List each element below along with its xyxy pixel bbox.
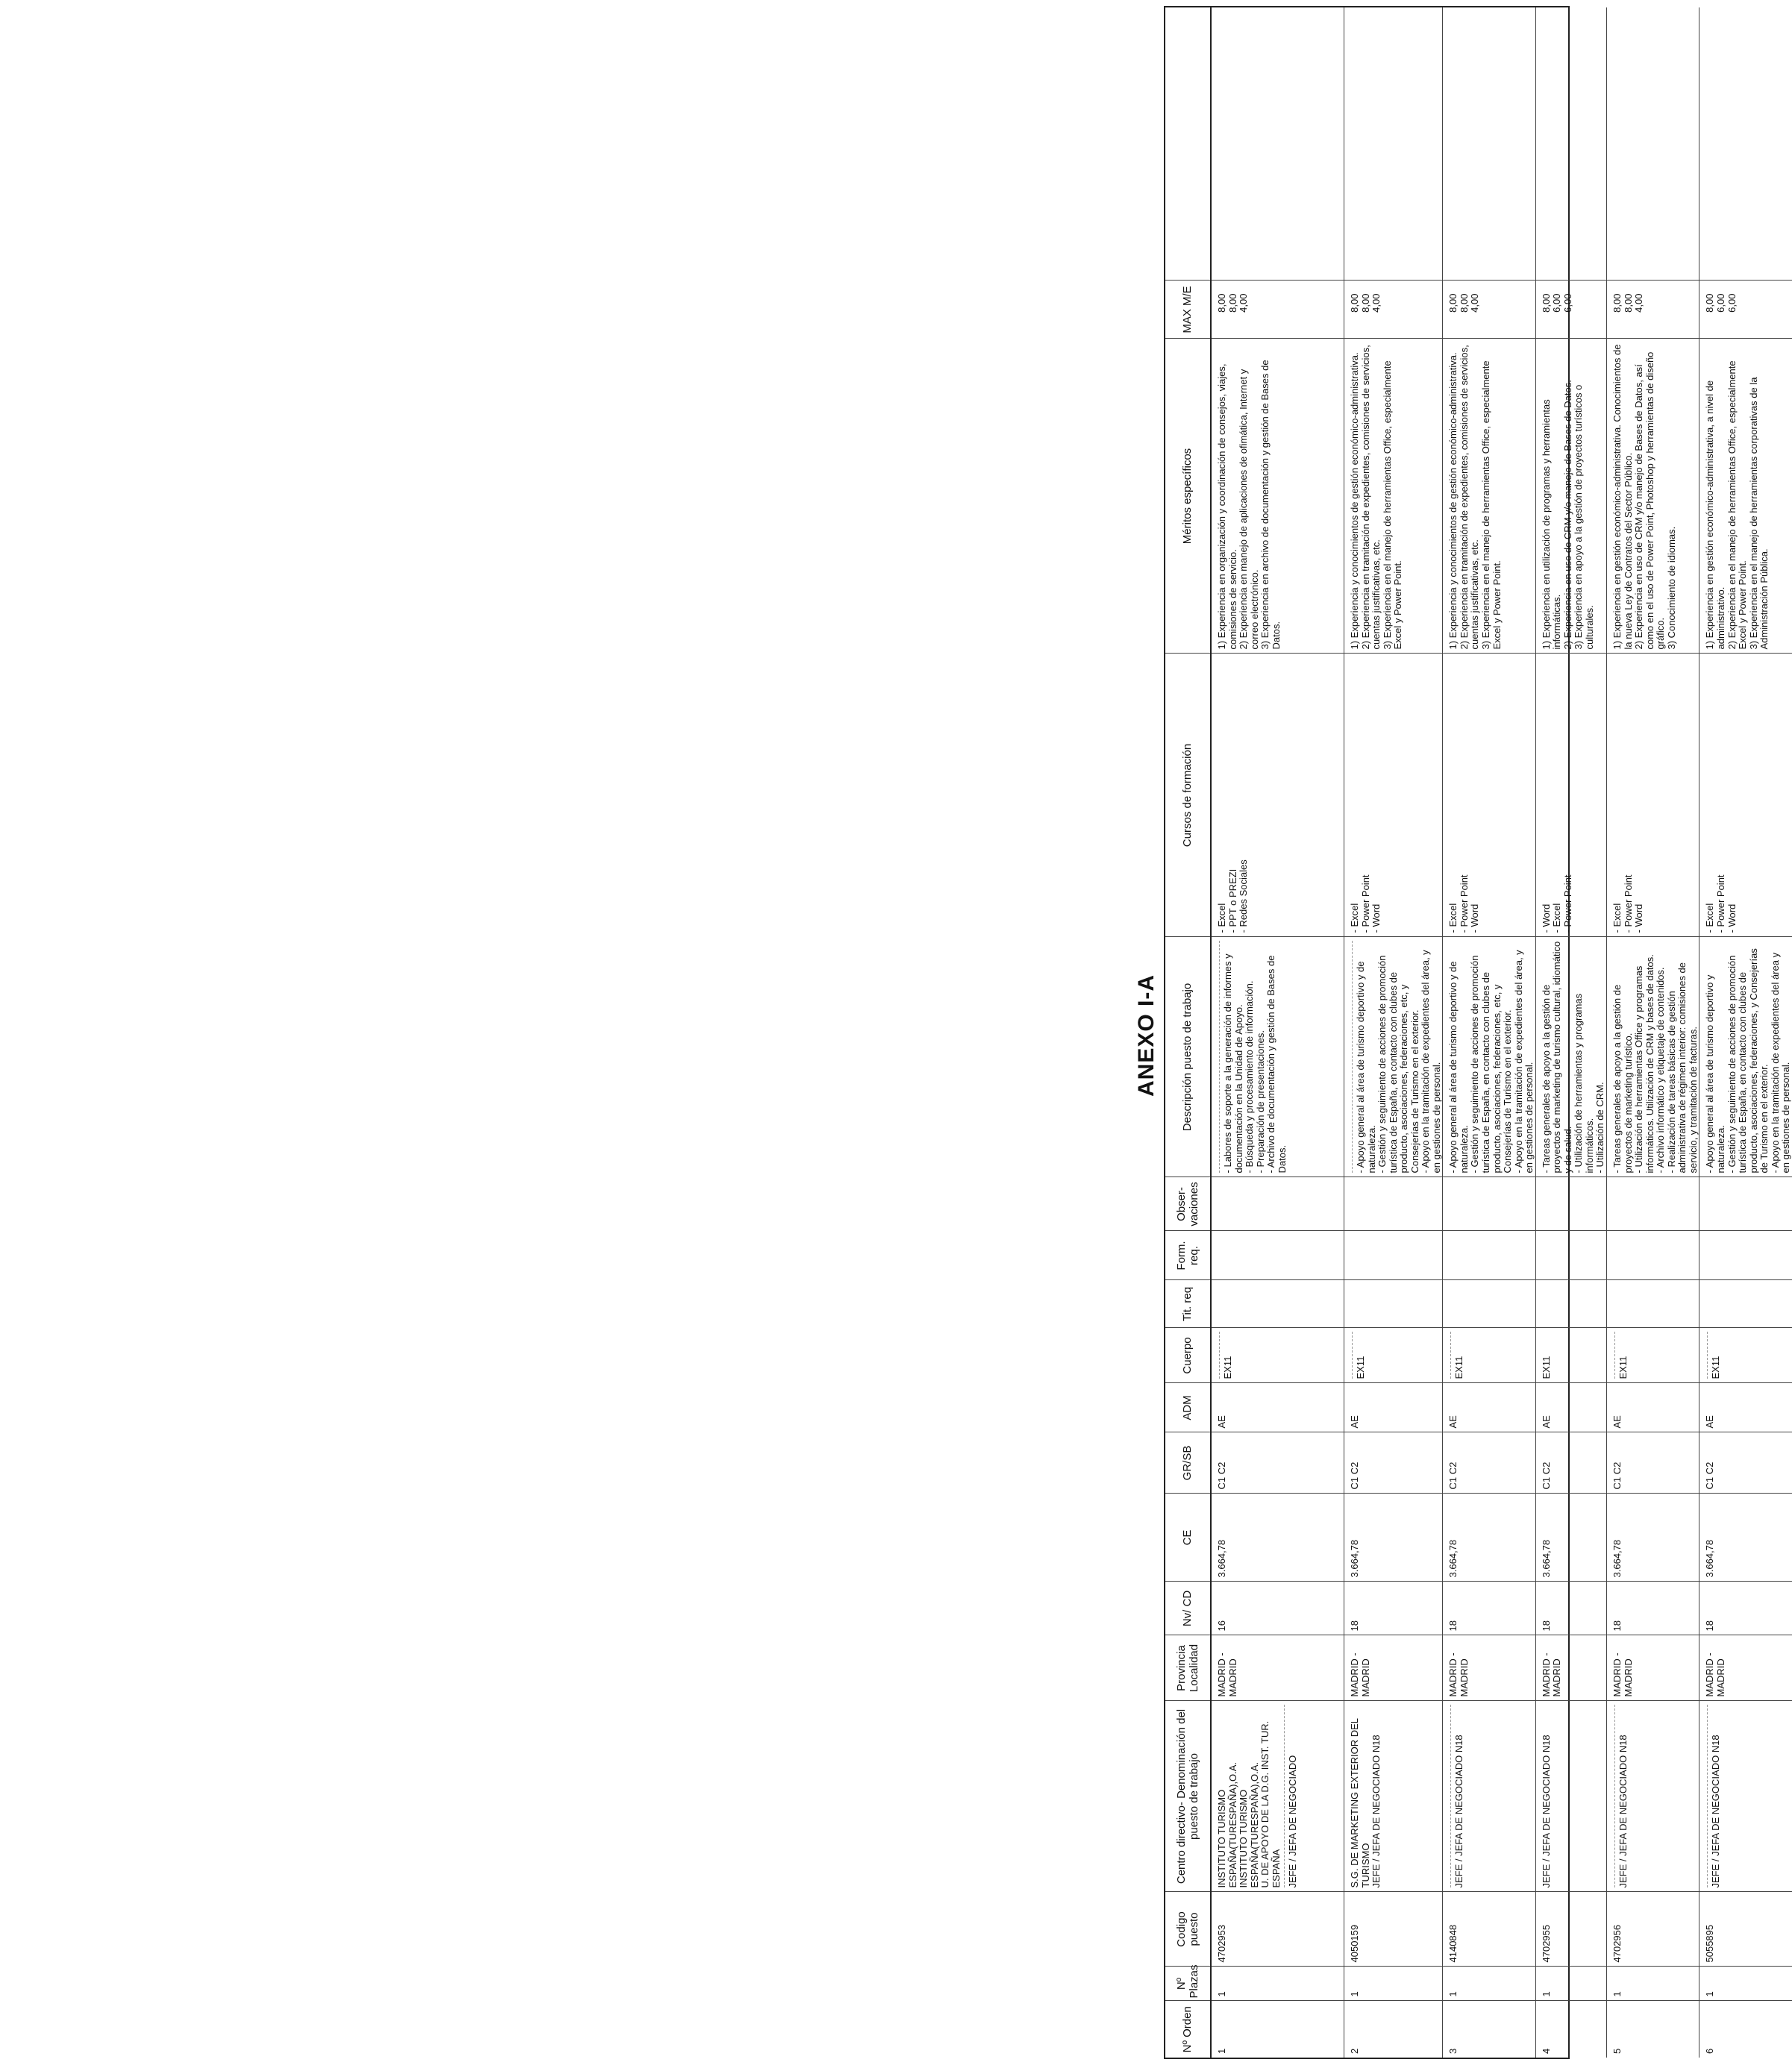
cell-descripcion	[1607, 937, 1699, 1177]
cell-plazas: 1	[1699, 1967, 1792, 2001]
cell-adm: AE	[1211, 1383, 1344, 1432]
cell-tit	[1443, 1280, 1535, 1328]
cell-descripcion	[1344, 937, 1443, 1177]
cell-form	[1699, 1231, 1792, 1280]
cell-tit	[1211, 1280, 1344, 1328]
max-value: 4,00	[1370, 293, 1382, 313]
curso-line: - Word	[1370, 903, 1382, 933]
cell-codigo: 4050159	[1344, 1892, 1443, 1967]
merito-line: 2) Experiencia en uso de CRM y/o manejo de Bases de Datos, así como en el uso de Power Point, Photoshop y herramientas de diseño gráfico.	[1633, 351, 1667, 650]
cell-meritos	[1344, 339, 1443, 654]
cell-meritos	[1211, 339, 1344, 654]
descripcion-line: - Apoyo general al área de turismo deportivo y de naturaleza.	[1355, 961, 1377, 1174]
dashed-divider	[1614, 1332, 1615, 1379]
cell-nv: 18	[1535, 1582, 1606, 1635]
cell-centro	[1211, 1701, 1344, 1892]
cell-gr: C1 C2	[1535, 1432, 1606, 1494]
cell-cursos	[1443, 654, 1535, 937]
max-value: 8,00	[1447, 293, 1459, 313]
cell-meritos	[1535, 339, 1606, 654]
header-cuerpo: Cuerpo	[1165, 1328, 1211, 1383]
curso-line: - Power Point	[1622, 874, 1634, 933]
header-provincia: Provincia Localidad	[1165, 1635, 1211, 1701]
header-centro: Centro directivo- Denominación del puesto de trabajo	[1165, 1701, 1211, 1892]
header-form: Form. req.	[1165, 1231, 1211, 1280]
curso-line: - Power Point	[1561, 874, 1573, 933]
dashed-divider	[1707, 1705, 1708, 1888]
merito-line: 1) Experiencia en gestión económico-administrativa. Conocimientos de la nueva Ley de Contratos del Sector Público.	[1611, 344, 1634, 650]
cell-obs	[1607, 1177, 1699, 1231]
centro-denominacion: JEFE / JEFA DE NEGOCIADO N18	[1710, 1735, 1722, 1888]
merito-line: 2) Experiencia en el manejo de herramientas Office, especialmente Excel y Power Point.	[1726, 360, 1749, 650]
cell-provincia: MADRID - MADRID	[1699, 1635, 1792, 1701]
cell-gr: C1 C2	[1607, 1432, 1699, 1494]
cell-form	[1607, 1231, 1699, 1280]
header-nv: Nv/ CD	[1165, 1582, 1211, 1635]
header-cursos: Cursos de formación	[1165, 654, 1211, 937]
cell-provincia: MADRID - MADRID	[1607, 1635, 1699, 1701]
centro-line: S.G. DE MARKETING EXTERIOR DEL TURISMO	[1349, 1718, 1371, 1888]
cell-codigo: 4140848	[1443, 1892, 1535, 1967]
cell-form	[1443, 1231, 1535, 1280]
cuerpo-value: EX11	[1617, 1356, 1629, 1379]
cell-centro	[1344, 1701, 1443, 1892]
cell-cuerpo	[1443, 1328, 1535, 1383]
cell-max	[1443, 281, 1535, 339]
cell-obs	[1535, 1177, 1606, 1231]
table-row	[1344, 7, 1443, 2058]
curso-line: - Power Point	[1359, 874, 1371, 933]
cell-cursos	[1344, 654, 1443, 937]
table-row	[1699, 7, 1792, 2058]
cell-provincia: MADRID - MADRID	[1443, 1635, 1535, 1701]
cell-max	[1211, 281, 1344, 339]
table-body	[1211, 7, 1792, 2058]
cell-cuerpo	[1607, 1328, 1699, 1383]
cell-ce: 3.664,78	[1344, 1494, 1443, 1582]
max-value: 4,00	[1633, 293, 1645, 313]
cell-centro	[1535, 1701, 1606, 1892]
cell-cursos	[1535, 654, 1606, 937]
dashed-divider	[1450, 1332, 1451, 1379]
header-max: MAX M/E	[1165, 281, 1211, 339]
curso-line: - Power Point	[1458, 874, 1470, 933]
descripcion-line: - Apoyo en la tramitación de expedientes del área, y en gestiones de personal.	[1420, 950, 1442, 1174]
header-adm: ADM	[1165, 1383, 1211, 1432]
max-value: 8,00	[1226, 293, 1238, 313]
cell-orden: 4	[1535, 2001, 1606, 2058]
cell-cursos	[1211, 654, 1344, 937]
curso-line: - Word	[1633, 903, 1645, 933]
header-tit: Tit. req	[1165, 1280, 1211, 1328]
cell-codigo: 4702955	[1535, 1892, 1606, 1967]
max-value: 6,00	[1551, 293, 1563, 313]
cell-meritos	[1699, 339, 1792, 654]
curso-line: - Redes Sociales	[1238, 859, 1250, 933]
cuerpo-value: EX11	[1355, 1356, 1366, 1379]
cell-blank	[1535, 7, 1606, 281]
cell-ce: 3.664,78	[1699, 1494, 1792, 1582]
table-row	[1443, 7, 1535, 2058]
dashed-divider	[1219, 941, 1220, 1174]
cell-gr: C1 C2	[1443, 1432, 1535, 1494]
cell-descripcion	[1443, 937, 1535, 1177]
cell-cuerpo	[1211, 1328, 1344, 1383]
max-value: 8,00	[1622, 293, 1634, 313]
descripcion-line: - Utilización de CRM.	[1594, 1082, 1606, 1174]
cell-form	[1211, 1231, 1344, 1280]
merito-line: 1) Experiencia en utilización de programas y herramientas informáticas.	[1540, 399, 1563, 650]
dashed-divider	[1450, 1705, 1451, 1888]
cell-provincia: MADRID - MADRID	[1211, 1635, 1344, 1701]
cell-orden: 6	[1699, 2001, 1792, 2058]
cell-gr: C1 C2	[1211, 1432, 1344, 1494]
max-value: 4,00	[1238, 293, 1250, 313]
cell-nv: 18	[1699, 1582, 1792, 1635]
descripcion-line: - Archivo informático y etiquetaje de contenidos.	[1655, 967, 1667, 1174]
merito-line: 2) Experiencia en tramitación de expedientes, comisiones de servicios, cuentas justificativas, etc.	[1359, 345, 1382, 650]
cell-meritos	[1607, 339, 1699, 654]
cell-obs	[1443, 1177, 1535, 1231]
descripcion-line: - Búsqueda y procesamiento de información.	[1244, 980, 1256, 1174]
cell-provincia: MADRID - MADRID	[1535, 1635, 1606, 1701]
cell-blank	[1211, 7, 1344, 281]
cell-form	[1344, 1231, 1443, 1280]
merito-line: 1) Experiencia en organización y coordinación de consejos, viajes, comisiones de servicio.	[1216, 363, 1238, 650]
merito-line: 3) Experiencia en el manejo de herramientas Office, especialmente Excel y Power Point.	[1381, 360, 1404, 650]
cell-ce: 3.664,78	[1211, 1494, 1344, 1582]
cell-nv: 18	[1607, 1582, 1699, 1635]
cell-cuerpo	[1344, 1328, 1443, 1383]
cell-adm: AE	[1344, 1383, 1443, 1432]
curso-line: - Word	[1469, 903, 1481, 933]
max-value: 8,00	[1349, 293, 1360, 313]
cell-obs	[1211, 1177, 1344, 1231]
merito-line: 1) Experiencia en gestión económico-administrativa, a nivel de administrativo.	[1704, 380, 1726, 650]
cell-blank	[1607, 7, 1699, 281]
descripcion-line: - Archivo de documentación y gestión de Bases de Datos.	[1265, 955, 1288, 1174]
dashed-divider	[1707, 1332, 1708, 1379]
cell-adm: AE	[1443, 1383, 1535, 1432]
centro-denominacion: JEFE / JEFA DE NEGOCIADO N18	[1453, 1735, 1465, 1888]
max-value: 8,00	[1216, 293, 1227, 313]
cell-max	[1607, 281, 1699, 339]
cell-centro	[1443, 1701, 1535, 1892]
vacancy-table-container	[1164, 6, 1792, 2059]
dashed-divider	[1284, 1705, 1285, 1888]
dashed-divider	[1614, 1705, 1615, 1888]
cell-obs	[1699, 1177, 1792, 1231]
table-header	[1165, 7, 1211, 2058]
centro-denominacion: JEFE / JEFA DE NEGOCIADO N18	[1617, 1735, 1629, 1888]
dashed-divider	[1219, 1332, 1220, 1379]
cuerpo-value: EX11	[1453, 1356, 1465, 1379]
vacancy-table	[1165, 7, 1792, 2058]
cell-provincia: MADRID - MADRID	[1344, 1635, 1443, 1701]
descripcion-line: - Apoyo en la tramitación de expedientes del área, y en gestiones de personal.	[1512, 950, 1535, 1174]
cell-max	[1699, 281, 1792, 339]
dashed-divider	[1352, 941, 1353, 1174]
descripcion-line: - Gestión y seguimiento de acciones de promoción turística de España, en contacto con clubes de producto, asociaciones, federaciones, y Consejerías de Turismo en el exterior.	[1726, 948, 1770, 1174]
merito-line: 1) Experiencia y conocimientos de gestión económico-administrativa.	[1447, 352, 1459, 650]
centro-line: INSTITUTO TURISMO ESPAÑA(TURESPAÑA),O.A.	[1238, 1761, 1260, 1888]
cell-nv: 18	[1443, 1582, 1535, 1635]
cell-centro	[1607, 1701, 1699, 1892]
descripcion-line: - Labores de soporte a la generación de informes y documentación en la Unidad de Apoyo.	[1222, 953, 1244, 1174]
max-value: 8,00	[1611, 293, 1623, 313]
merito-line: 3) Experiencia en apoyo a la gestión de proyectos turísticos o culturales.	[1573, 384, 1595, 650]
merito-line: 2) Experiencia en manejo de aplicaciones de ofimática, Internet y correo electrónico.	[1238, 369, 1260, 650]
merito-line: 1) Experiencia y conocimientos de gestión económico-administrativa.	[1349, 352, 1360, 650]
descripcion-line: - Tareas generales de apoyo a la gestión de proyectos de marketing turístico.	[1611, 984, 1634, 1174]
max-value: 6,00	[1726, 293, 1738, 313]
cell-blank	[1443, 7, 1535, 281]
curso-line: - Excel	[1551, 903, 1563, 933]
table-row	[1607, 7, 1699, 2058]
max-value: 8,00	[1704, 293, 1716, 313]
max-value: 8,00	[1359, 293, 1371, 313]
curso-line: - Excel	[1611, 903, 1623, 933]
header-codigo: Codigo puesto	[1165, 1892, 1211, 1967]
max-value: 8,00	[1458, 293, 1470, 313]
cell-descripcion	[1535, 937, 1606, 1177]
curso-line: - Power Point	[1714, 874, 1726, 933]
merito-line: 3) Experiencia en el manejo de herramientas corporativas de la Administración Pública.	[1747, 377, 1770, 650]
table-row	[1211, 7, 1344, 2058]
cell-max	[1344, 281, 1443, 339]
merito-line: 3) Experiencia en archivo de documentación y gestión de Bases de Datos.	[1259, 360, 1282, 650]
cell-adm: AE	[1607, 1383, 1699, 1432]
merito-line: 2) Experiencia en tramitación de expedientes, comisiones de servicios, cuentas justificativas, etc.	[1458, 345, 1481, 650]
centro-denominacion: JEFE / JEFA DE NEGOCIADO	[1287, 1755, 1299, 1888]
cell-descripcion	[1699, 937, 1792, 1177]
cell-nv: 18	[1344, 1582, 1443, 1635]
curso-line: - Word	[1726, 903, 1738, 933]
cell-obs	[1344, 1177, 1443, 1231]
curso-line: - Excel	[1349, 903, 1360, 933]
max-value: 6,00	[1714, 293, 1726, 313]
cell-centro	[1699, 1701, 1792, 1892]
cell-tit	[1607, 1280, 1699, 1328]
cell-tit	[1699, 1280, 1792, 1328]
header-orden: Nº Orden	[1165, 2001, 1211, 2058]
cell-plazas: 1	[1607, 1967, 1699, 2001]
curso-line: - Excel	[1447, 903, 1459, 933]
cell-max	[1535, 281, 1606, 339]
cell-gr: C1 C2	[1699, 1432, 1792, 1494]
max-value: 4,00	[1469, 293, 1481, 313]
centro-line: U. DE APOYO DE LA D.G. INST. TUR. ESPAÑA	[1259, 1720, 1282, 1888]
cell-cursos	[1699, 654, 1792, 937]
cuerpo-value: EX11	[1710, 1356, 1722, 1379]
centro-line: INSTITUTO TURISMO ESPAÑA(TURESPAÑA),O.A.	[1216, 1761, 1238, 1888]
curso-line: - Excel	[1704, 903, 1716, 933]
cell-form	[1535, 1231, 1606, 1280]
cell-cursos	[1607, 654, 1699, 937]
descripcion-line: - Utilización de herramientas y programas informáticos.	[1573, 993, 1595, 1174]
descripcion-line: - Apoyo general al área de turismo deportivo y naturaleza.	[1704, 974, 1726, 1174]
cell-ce: 3.664,78	[1535, 1494, 1606, 1582]
cell-tit	[1535, 1280, 1606, 1328]
descripcion-line: - Utilización de herramientas Office y programas informáticos. Utilización de CRM y bases de datos.	[1633, 954, 1655, 1174]
cell-adm: AE	[1699, 1383, 1792, 1432]
curso-line: - Word	[1540, 903, 1552, 933]
header-blank	[1165, 7, 1211, 281]
descripcion-line: - Gestión y seguimiento de acciones de promoción turística de España, en contacto con clubes de producto, asociaciones, federaciones, etc, y Consejerías de Turismo en el exterior.	[1376, 955, 1420, 1174]
centro-denominacion: JEFE / JEFA DE NEGOCIADO N18	[1540, 1735, 1552, 1888]
cell-codigo: 5055895	[1699, 1892, 1792, 1967]
header-ce: CE	[1165, 1494, 1211, 1582]
cell-orden: 3	[1443, 2001, 1535, 2058]
max-value: 8,00	[1540, 293, 1552, 313]
descripcion-line: - Apoyo general al área de turismo deportivo y de naturaleza.	[1447, 961, 1470, 1174]
header-meritos: Méritos específicos	[1165, 339, 1211, 654]
descripcion-line: - Gestión y seguimiento de acciones de promoción turística de España, en contacto con clubes de producto, asociaciones, federaciones, etc, y Consejerías de Turismo en el exterior.	[1469, 955, 1514, 1174]
cell-codigo: 4702953	[1211, 1892, 1344, 1967]
cuerpo-value: EX11	[1540, 1356, 1552, 1379]
cell-plazas: 1	[1344, 1967, 1443, 2001]
merito-line: 2) Experiencia en uso de CRM y/o manejo de Bases de Datos.	[1561, 380, 1573, 650]
cell-adm: AE	[1535, 1383, 1606, 1432]
header-gr: GR/SB	[1165, 1432, 1211, 1494]
descripcion-line: - Apoyo en la tramitación de expedientes del área y en gestiones de personal.	[1769, 952, 1792, 1174]
cell-plazas: 1	[1535, 1967, 1606, 2001]
cell-plazas: 1	[1443, 1967, 1535, 2001]
dashed-divider	[1352, 1332, 1353, 1379]
cell-orden: 2	[1344, 2001, 1443, 2058]
cell-cuerpo	[1699, 1328, 1792, 1383]
cell-plazas: 1	[1211, 1967, 1344, 2001]
cell-gr: C1 C2	[1344, 1432, 1443, 1494]
table-row	[1535, 7, 1606, 2058]
cell-orden: 1	[1211, 2001, 1344, 2058]
header-obs: Obser- vaciones	[1165, 1177, 1211, 1231]
cell-nv: 16	[1211, 1582, 1344, 1635]
merito-line: 3) Conocimiento de idiomas.	[1665, 526, 1677, 650]
cell-cuerpo	[1535, 1328, 1606, 1383]
descripcion-line: - Preparación de presentaciones.	[1254, 1030, 1266, 1174]
descripcion-line: - Tareas generales de apoyo a la gestión de proyectos de marketing de turismo cultural, idiomático y de salud.	[1540, 941, 1573, 1174]
curso-line: - Excel	[1216, 903, 1227, 933]
cell-descripcion	[1211, 937, 1344, 1177]
curso-line: - PPT o PREZI	[1226, 868, 1238, 933]
cuerpo-value: EX11	[1222, 1356, 1233, 1379]
cell-ce: 3.664,78	[1607, 1494, 1699, 1582]
cell-blank	[1699, 7, 1792, 281]
header-plazas: Nº Plazas	[1165, 1967, 1211, 2001]
cell-blank	[1344, 7, 1443, 281]
cell-meritos	[1443, 339, 1535, 654]
merito-line: 3) Experiencia en el manejo de herramientas Office, especialmente Excel y Power Point.	[1480, 360, 1503, 650]
max-value: 6,00	[1561, 293, 1573, 313]
descripcion-line: - Realización de tareas básicas de gestión administrativa de régimen interior: comisiones de servicio, y tramitación de facturas.	[1665, 962, 1699, 1174]
cell-tit	[1344, 1280, 1443, 1328]
centro-denominacion: JEFE / JEFA DE NEGOCIADO N18	[1370, 1735, 1382, 1888]
cell-orden: 5	[1607, 2001, 1699, 2058]
page-title: ANEXO I-A	[1134, 974, 1159, 1097]
cell-ce: 3.664,78	[1443, 1494, 1535, 1582]
header-descripcion: Descripción puesto de trabajo	[1165, 937, 1211, 1177]
cell-codigo: 4702956	[1607, 1892, 1699, 1967]
